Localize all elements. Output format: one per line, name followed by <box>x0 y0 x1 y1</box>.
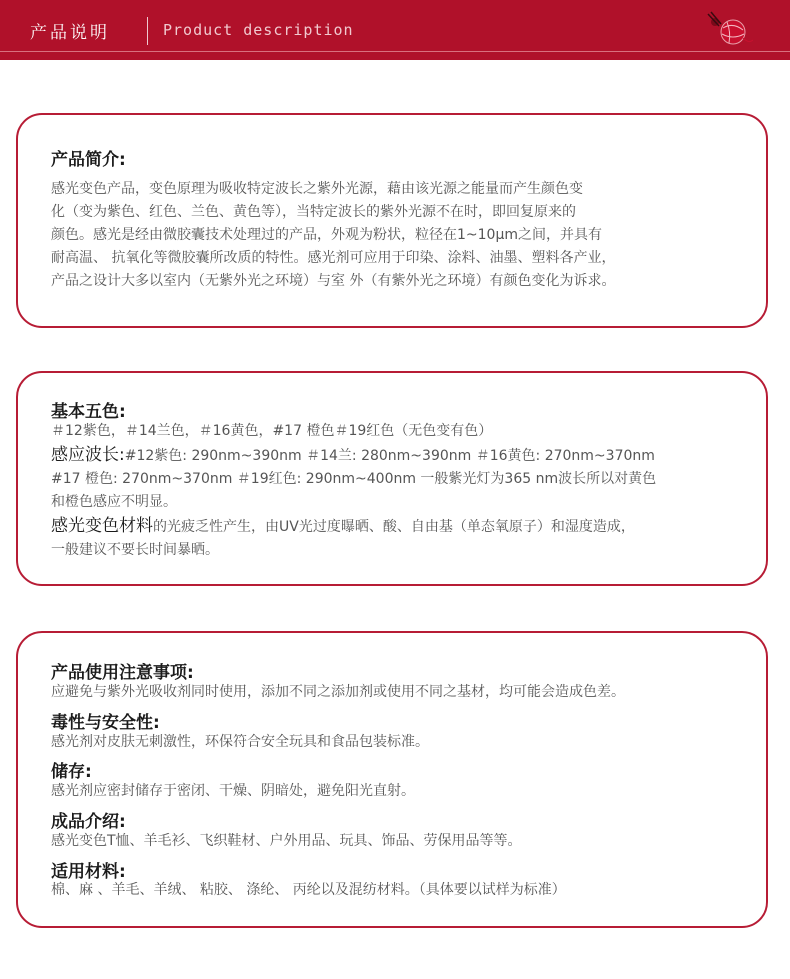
page-header <box>0 0 790 60</box>
storage-text: 感光剂应密封储存于密闭、干燥、阴暗处，避免阳光直射。 <box>51 783 415 799</box>
material-block <box>51 515 635 562</box>
intro-line: 耐高温、 抗氧化等微胶囊所改质的特性。感光剂可应用于印染、涂料、油墨、塑料各产业， <box>51 250 616 266</box>
usage-heading: 产品使用注意事项: <box>51 663 194 683</box>
header-subtitle: Product description <box>163 21 354 39</box>
storage-heading: 储存: <box>51 762 92 782</box>
intro-card <box>16 113 768 328</box>
material-text: 的光疲乏性产生，由UV光过度曝晒、酸、自由基（单态氧原子）和湿度造成， <box>153 519 635 535</box>
intro-heading: 产品简介: <box>51 150 126 170</box>
materials-text: 棉、麻 、羊毛、羊绒、 粘胶、 涤纶、 丙纶以及混纺材料。（具体要以试样为标准） <box>51 882 566 898</box>
color-info-card <box>16 371 768 586</box>
products-text: 感光变色T恤、羊毛衫、飞织鞋材、户外用品、玩具、饰品、劳保用品等等。 <box>51 833 522 849</box>
material-line: 一般建议不要长时间暴晒。 <box>51 542 219 558</box>
material-line <box>51 515 635 539</box>
header-title: 产品说明 <box>30 23 110 43</box>
intro-line: 感光变色产品，变色原理为吸收特定波长之紫外光源，藉由该光源之能量而产生颜色变 <box>51 181 583 197</box>
base-colors-heading: 基本五色: <box>51 402 126 422</box>
safety-text: 感光剂对皮肤无刺激性，环保符合安全玩具和食品包装标准。 <box>51 734 429 750</box>
intro-line: 化（变为紫色、红色、兰色、黄色等），当特定波长的紫外光源不在时，即回复原来的 <box>51 204 576 220</box>
products-heading: 成品介绍: <box>51 812 126 832</box>
wavelength-line: 和橙色感应不明显。 <box>51 494 177 510</box>
header-divider-line <box>0 51 790 52</box>
material-heading: 感光变色材料 <box>51 516 153 536</box>
wavelength-heading: 感应波长: <box>51 445 125 465</box>
wavelength-line <box>51 444 656 468</box>
header-separator <box>147 17 148 45</box>
materials-heading: 适用材料: <box>51 862 126 882</box>
wavelength-values: #12紫色: 290nm~390nm ＃14兰: 280nm~390nm ＃16黄色: 270nm~370nm <box>124 448 655 464</box>
usage-notes-card <box>16 631 768 928</box>
base-colors-text: ＃12紫色，＃14兰色，＃16黄色，#17 橙色＃19红色（无色变有色） <box>51 423 493 439</box>
usage-text: 应避免与紫外光吸收剂同时使用，添加不同之添加剂或使用不同之基材，均可能会造成色差。 <box>51 684 625 700</box>
wavelength-line: #17 橙色: 270nm~370nm ＃19红色: 290nm~400nm 一般紫光灯为365 nm波长所以对黄色 <box>51 471 657 487</box>
intro-line: 颜色。感光是经由微胶囊技术处理过的产品，外观为粉状，粒径在1~10μm之间，并具有 <box>51 227 602 243</box>
intro-text <box>51 178 615 293</box>
intro-line: 产品之设计大多以室内（无紫外光之环境）与室 外（有紫外光之环境）有颜色变化为诉求。 <box>51 273 616 289</box>
yarn-ball-icon <box>703 10 753 50</box>
wavelength-block <box>51 444 656 514</box>
safety-heading: 毒性与安全性: <box>51 713 160 733</box>
